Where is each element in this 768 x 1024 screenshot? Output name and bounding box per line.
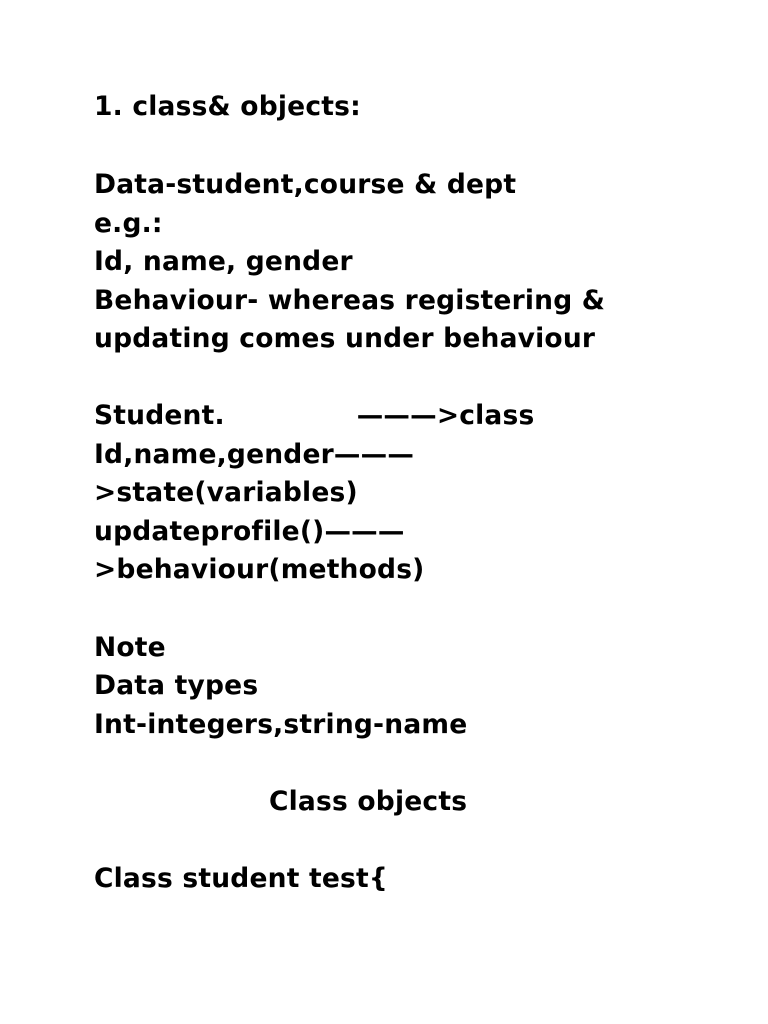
fields-line: Id, name, gender: [94, 246, 353, 277]
code-line: Class student test{: [94, 863, 388, 894]
student-class-line: Student. ———>class: [94, 400, 535, 431]
note-heading: Note: [94, 632, 166, 663]
data-types-line: Data types: [94, 670, 259, 701]
behaviour-line: Behaviour- whereas registering &: [94, 285, 606, 316]
method-line: updateprofile()———: [94, 516, 405, 547]
behaviour-label-line: >behaviour(methods): [94, 554, 425, 585]
example-label: e.g.:: [94, 208, 163, 239]
heading-class-objects: 1. class& objects:: [94, 91, 361, 122]
types-detail-line: Int-integers,string-name: [94, 709, 468, 740]
state-label-line: >state(variables): [94, 477, 358, 508]
data-line: Data-student,course & dept: [94, 169, 517, 200]
class-objects-heading: Class objects: [269, 786, 468, 817]
state-fields-line: Id,name,gender———: [94, 439, 415, 470]
behaviour-line-cont: updating comes under behaviour: [94, 323, 596, 354]
